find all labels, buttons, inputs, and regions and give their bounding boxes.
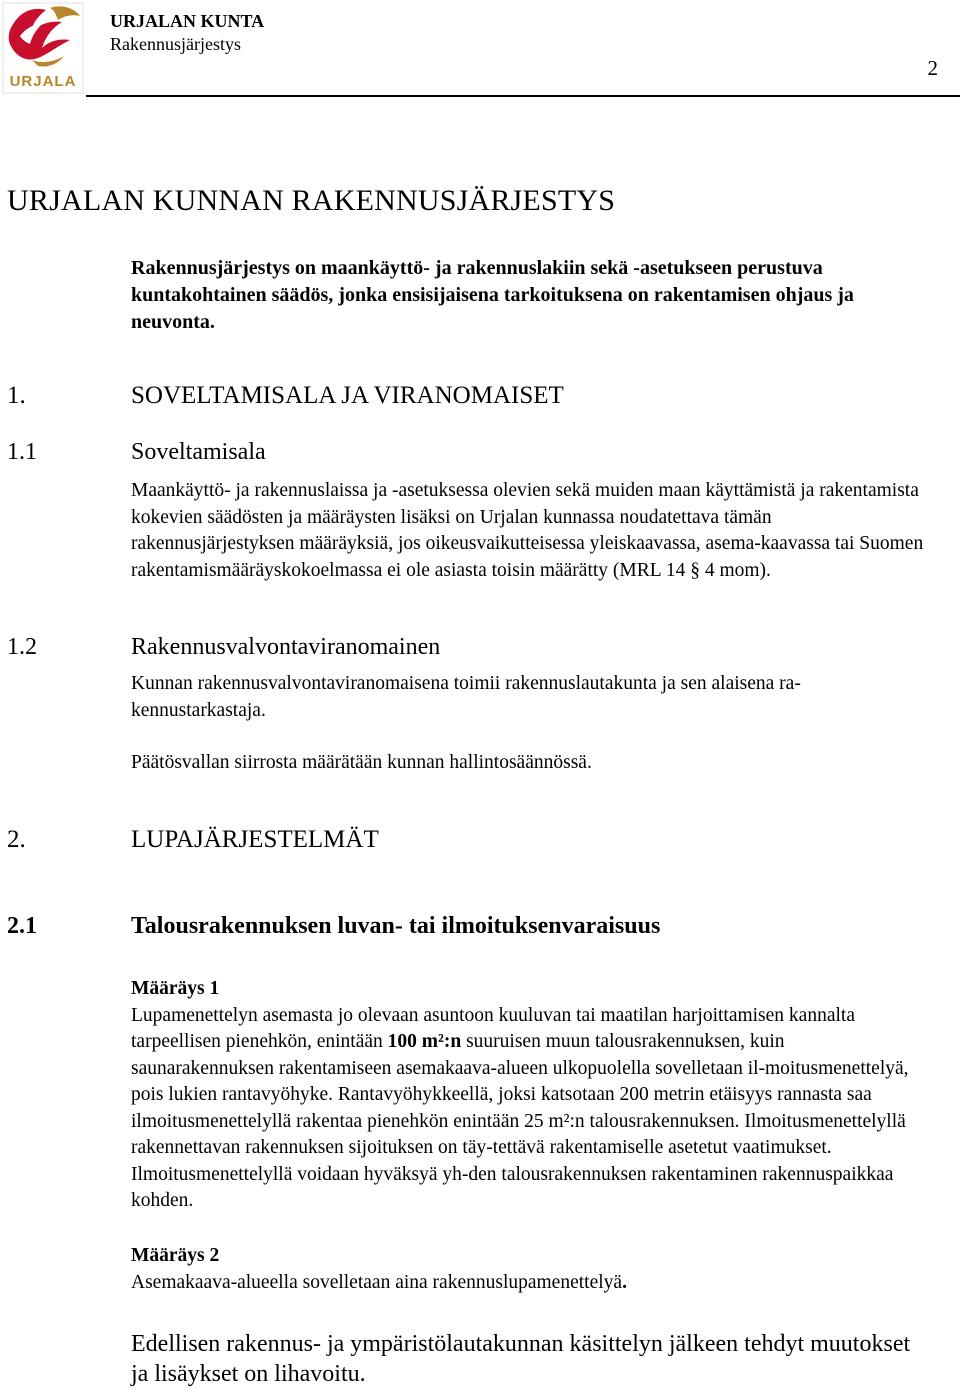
maarays-1-block bbox=[131, 976, 931, 1215]
maarays-2-block bbox=[131, 1243, 931, 1296]
document-title: URJALAN KUNNAN RAKENNUSJÄRJESTYS bbox=[7, 184, 616, 217]
section-title: Rakennusvalvontaviranomainen bbox=[131, 634, 441, 660]
section-title: LUPAJÄRJESTELMÄT bbox=[131, 826, 379, 853]
bird-emblem-icon bbox=[2, 2, 84, 94]
section-number: 2. bbox=[7, 826, 26, 853]
maarays-1-label: Määräys 1 bbox=[131, 978, 220, 999]
section-title: SOVELTAMISALA JA VIRANOMAISET bbox=[131, 382, 564, 409]
doc-name: Rakennusjärjestys bbox=[110, 34, 241, 54]
header-divider bbox=[86, 95, 960, 97]
maarays-1-bold-amount: 100 m²:n bbox=[387, 1031, 462, 1052]
section-1-2-heading bbox=[7, 634, 440, 661]
maarays-2-text-part: Asemakaava-alueella sovelletaan aina rakennuslupamenettelyä bbox=[131, 1271, 623, 1293]
editorial-note: Edellisen rakennus- ja ympäristölautakunnan käsittelyn jälkeen tehdyt muutokset ja lisäykset on lihavoitu. bbox=[131, 1331, 911, 1387]
intro-paragraph: Rakennusjärjestys on maankäyttö- ja rakennuslakiin sekä -asetukseen perustuva kuntakohtainen säädös, jonka ensisijaisena tarkoituksena on rakentamisen ohjaus ja neuvonta. bbox=[131, 257, 854, 333]
section-2-1-heading bbox=[7, 913, 660, 940]
section-title: Talousrakennuksen luvan- tai ilmoituksenvaraisuus bbox=[131, 913, 661, 939]
urjala-logo bbox=[2, 2, 84, 94]
maarays-2-label: Määräys 2 bbox=[131, 1245, 220, 1266]
section-2-heading bbox=[7, 826, 379, 854]
section-1-heading bbox=[7, 382, 564, 410]
header-org bbox=[110, 10, 264, 56]
maarays-1-text-part: suuruisen muun talousrakennuksen, kuin saunarakennuksen rakentamiseen asemakaava-alueen ulkopuolella sovelletaan il-moitusmenettelyä, pois lukien rantavyöhyke. Rantavyöhykkeellä, joksi katsotaan 200 metrin etäisyys rannasta saa ilmoitusmenettelyllä rakentaa pienehkön enintään 25 m²:n talousrakennuksen. Ilmoitusmenettelyllä rakennettavan rakennuksen sijoituksen on täy-tettävä rakentamiselle asetetut vaatimukset. Ilmoitusmenettelyllä voidaan hyväksyä yh-den talousrakennuksen rakentaminen rakennuspaikkaa kohden. bbox=[131, 1031, 909, 1211]
section-number: 2.1 bbox=[7, 913, 37, 939]
maarays-2-text bbox=[131, 1270, 931, 1297]
section-number: 1. bbox=[7, 382, 26, 409]
section-title: Soveltamisala bbox=[131, 439, 266, 465]
section-number: 1.1 bbox=[7, 439, 37, 465]
maarays-1-text bbox=[131, 1003, 931, 1215]
section-1-2-text-2: Päätösvallan siirrosta määrätään kunnan hallintosäännössä. bbox=[131, 752, 592, 773]
maarays-2-bold-period: . bbox=[622, 1271, 627, 1293]
section-1-1-text: Maankäyttö- ja rakennuslaissa ja -asetuksessa olevien sekä muiden maan käyttämistä ja rakentamista kokevien säädösten ja määräysten lisäksi on Urjalan kunnassa noudatettava tämän rakennusjärjestyksen määräyksiä, jos oikeusvaikutteisessa yleiskaavassa, asema-kaavassa tai Suomen rakentamismääräyskokoelmassa ei ole asiasta toisin määrätty (MRL 14 § 4 mom). bbox=[131, 480, 924, 581]
page-number: 2 bbox=[927, 56, 938, 80]
section-number: 1.2 bbox=[7, 634, 37, 660]
svg-text:URJALA: URJALA bbox=[9, 73, 77, 90]
section-1-1-heading bbox=[7, 439, 266, 466]
maarays-1-text-part: Lupamenettelyn asemasta jo olevaan asuntoon kuuluvan tai maatilan harjoittamisen kannalta tarpeellisen pienehkön, enintään bbox=[131, 1004, 855, 1052]
page-header bbox=[0, 0, 960, 98]
section-1-2-text: Kunnan rakennusvalvontaviranomaisena toimii rakennuslautakunta ja sen alaisena ra-kennustarkastaja. bbox=[131, 673, 801, 721]
org-name: URJALAN KUNTA bbox=[110, 11, 265, 31]
